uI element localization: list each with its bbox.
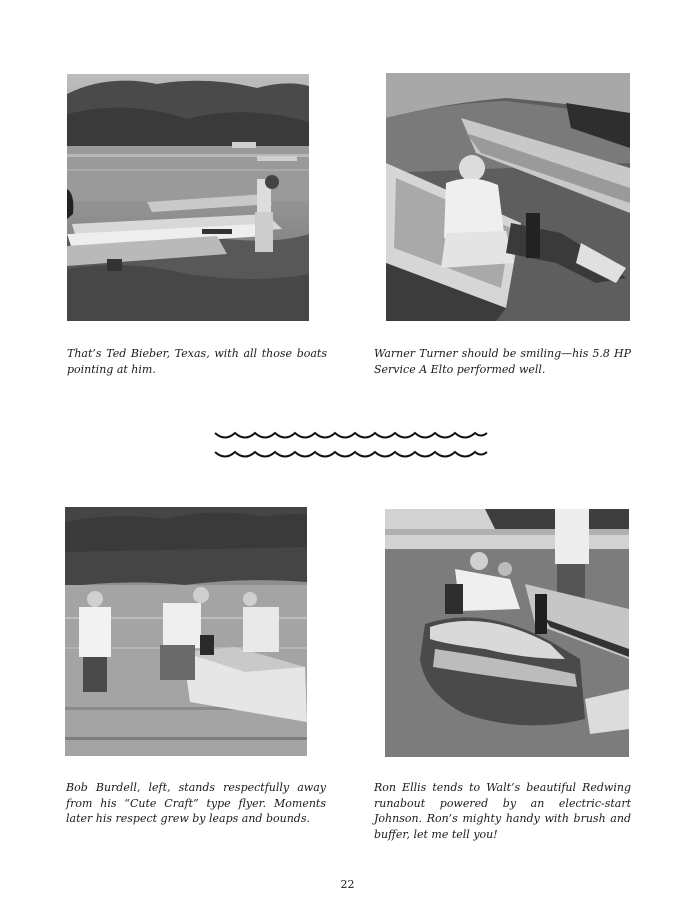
caption-ron-ellis: Ron Ellis tends to Walt’s beautiful Redwing runabout powered by an electric-start Johnson. Ron’s mighty handy with brush and buffer, let me tell you! bbox=[374, 781, 631, 841]
people-in-water-photo bbox=[65, 507, 307, 756]
man-in-boat-photo bbox=[386, 73, 630, 321]
caption-bob-burdell: Bob Burdell, left, stands respectfully away from his “Cute Craft” type flyer. Moments later his respect grew by leaps and bounds. bbox=[66, 781, 326, 825]
runabout-at-dock-photo bbox=[385, 509, 629, 757]
wave-divider-icon bbox=[213, 428, 489, 466]
caption-warner-turner: Warner Turner should be smiling—his 5.8 HP Service A Elto performed well. bbox=[374, 347, 631, 376]
caption-ted-bieber: That’s Ted Bieber, Texas, with all those boats pointing at him. bbox=[67, 347, 327, 376]
boats-on-shore-photo bbox=[67, 74, 309, 321]
page-number: 22 bbox=[340, 878, 355, 891]
